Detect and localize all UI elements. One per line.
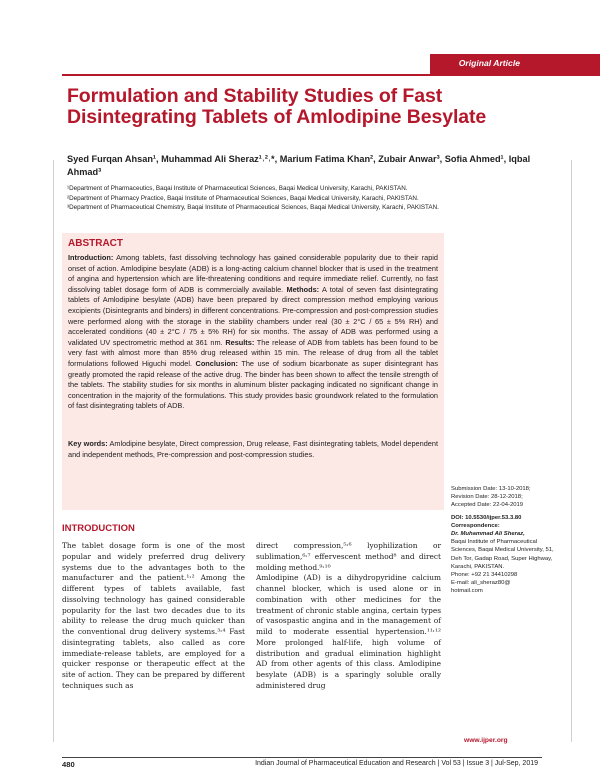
affiliation-1: ¹Department of Pharmaceutics, Baqai Institute of Pharmaceutical Sciences, Baqai Medical University, Karachi, PAKISTAN. [67,185,408,192]
results-label: Results: [225,337,255,347]
revision-date: Revision Date: 28-12-2018; [451,494,523,501]
article-info-sidebar [451,485,561,596]
affiliation-3: ³Department of Pharmaceutical Chemistry, Baqai Institute of Pharmaceutical Sciences, Baqai Medical University, Karachi, PAKISTAN. [67,204,439,212]
right-margin-rule [571,160,572,742]
body-column-2 [256,541,441,692]
body-column-1: The tablet dosage form is one of the most popular and widely preferred drug delivery systems due to the advantages both to the manufacturer and the patient.¹˒² Among the different types of tablets available, fast dissolving technology has gained considerable popularity for the last two decades due to its ability to release the drug much quicker than the conventional drug delivery systems.³˒⁴ Fast disintegrating tablets, also called as core immediate-release tablets, are employed for a quicker response or therapeutic effect at the site of action. They can be prepared by different techniques such as [62,541,245,690]
accepted-date: Accepted Date: 22-04-2019 [451,502,524,509]
intro-label: Introduction: [68,253,114,262]
methods-label: Methods: [286,284,320,294]
correspondent-email-cont[interactable]: hotmail.com [451,588,483,595]
correspondent-name: Dr. Muhammad Ali Sheraz, [451,531,525,538]
article-type-badge [430,54,600,76]
journal-website-link[interactable]: www.ijper.org [464,737,508,744]
keywords-label: Key words: [68,439,108,448]
affiliations [67,184,572,213]
abstract-text [68,253,438,412]
doi-link[interactable]: DOI: 10.5530/ijper.53.3.80 [451,514,522,521]
keywords-text: Amlodipine besylate, Direct compression, Drug release, Fast disintegrating tablets, Model dependent and independent methods, Pre-compression and post-compression studies. [68,439,438,459]
introduction-heading: INTRODUCTION [62,523,135,534]
author-list: Syed Furqan Ahsan¹, Muhammad Ali Sheraz¹˒²˒*, Marium Fatima Khan², Zubair Anwar³, Sofia Ahmed¹, Iqbal Ahmad³ [67,154,531,177]
results-text: The release of ADB from tablets has been found to be very fast with almost more than 85% drug released within 15 min. The release of drug from all the tablet formulations followed Higuchi model. [68,337,438,368]
abstract-box [62,233,444,510]
footer-rule [62,757,542,758]
methods-text: A total of seven fast disintegrating tablets of Amlodipine besylate (ADB) have been prepared by direct compression method employing various excipients (Disintegrants and binders) in different concentrations. Pre-compression and post-compression studies were performed along with the storage in the stability chambers under real (30 ± 2°C / 65 ± 5% RH) and accelerated conditions (40 ± 2°C / 75 ± 5% RH) for six months. The assay of ADB was performed using a validated UV spectrometric method at 361 nm. [68,284,438,347]
correspondent-address: Baqai Institute of Pharmaceutical Sciences, Baqai Medical University, 51, Deh Tor, Gadap Road, Super Highway, Karachi, PAKISTAN. [451,539,554,570]
submission-date: Submission Date: 13-10-2018; [451,486,531,492]
keywords [68,439,438,460]
conclusion-label: Conclusion: [195,358,238,368]
body-column-2-para-1: direct compression,⁵˒⁶ lyophilization or sublimation,⁶˒⁷ effervescent method⁸ and direct molding method.⁹˒¹⁰ [256,541,441,572]
body-column-2-para-2: Amlodipine (AD) is a dihydropyridine calcium channel blocker, which is used alone or in combination with other medicines for the treatment of chronic stable angina, certain types of vasospastic angina and in the management of mild to moderate essential hypertension.¹¹˒¹² More prolonged half-life, high volume of distribution and gradual elimination highlight AD from other agents of this class. Amlodipine besylate (ADB) is a sparingly soluble orally administered drug [256,573,441,690]
intro-text: Among tablets, fast dissolving technology has gained considerable popularity due to their rapid onset of action. Amlodipine besylate (ADB) is a long-acting calcium channel blocker that is used in the treatment of angina and hypertension which are life-threatening conditions and require immediate relief. Currently, no fast dissolving tablet dosage form of ADB is commercially available. [68,253,438,294]
correspondent-phone: Phone: +92 21 34410298 [451,572,518,579]
correspondence-label: Correspondence: [451,522,500,529]
left-margin-rule [53,160,54,742]
abstract-heading: ABSTRACT [68,238,123,249]
affiliation-2: ²Department of Pharmacy Practice, Baqai Institute of Pharmaceutical Sciences, Baqai Medical University, Karachi, PAKISTAN. [67,194,419,202]
article-type-label: Original Article [458,58,520,68]
conclusion-text: The use of sodium bicarbonate as super disintegrant has greatly promoted the rapid release of the active drug. The binder has been shown to affect the tensile strength of the tablets. The stability studies for six months in aluminum blister packaging indicated no significant change in concentration in the majority of the formulations. This study provides basic groundwork related to the formulation of fast disintegrating tablets of ADB. [68,358,438,411]
journal-citation: Indian Journal of Pharmaceutical Education and Research | Vol 53 | Issue 3 | Jul-Sep, 2019 [255,760,538,767]
page-number: 480 [62,760,75,769]
paper-title: Formulation and Stability Studies of Fast Disintegrating Tablets of Amlodipine Besylate [67,85,487,128]
correspondent-email[interactable]: E-mail: ali_sheraz80@ [451,580,511,587]
